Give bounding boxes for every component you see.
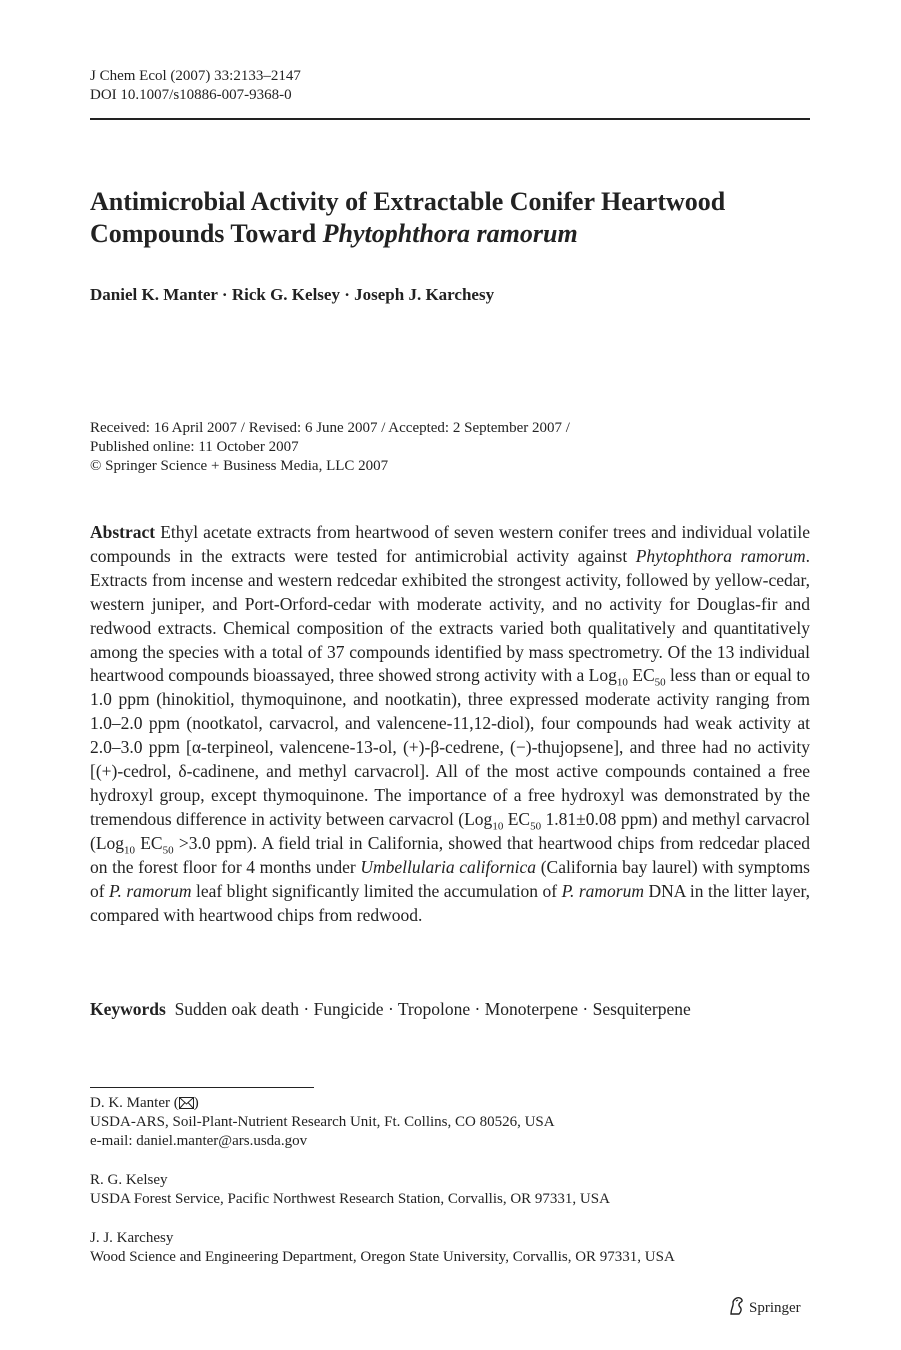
affiliation-name [90,1094,555,1113]
author-separator: · [217,285,232,304]
keywords: Keywords Sudden oak death · Fungicide · Tropolone · Monoterpene · Sesquiterpene [90,999,691,1019]
affiliation-institution: Wood Science and Engineering Department, Oregon State University, Corvallis, OR 97331, USA [90,1249,675,1265]
abstract-text: leaf blight significantly limited the accumulation of [191,880,562,901]
subscript: 50 [162,844,174,857]
author-2: Rick G. Kelsey [231,285,340,304]
abstract-text: 1.81±0.08 ppm) and methyl carvacrol (Log [90,808,810,853]
received-revised-accepted: Received: 16 April 2007 / Revised: 6 June 2007 / Accepted: 2 September 2007 / [90,420,570,436]
author-list [90,284,494,306]
copyright-notice: © Springer Science + Business Media, LLC 2007 [90,458,389,474]
abstract-text: . Extracts from incense and western redcedar exhibited the strongest activity, followed by yellow-cedar, western juniper, and Port-Orford-cedar with moderate activity, and no activity for Douglas-fir and redwood extracts. Chemical composition of the extracts varied both qualitatively and quantitatively among the species with a total of 37 compounds identified by mass spectrometry. Of the 13 individual heartwood compounds bioassayed, three showed strong activity with a Log [90,545,810,686]
author-name-end: ) [193,1095,199,1111]
abstract-text: (California bay laurel) with symptoms of [90,856,810,901]
title-line-1: Antimicrobial Activity of Extractable Conifer Heartwood [90,187,726,216]
abstract-text: EC [135,832,163,853]
subscript: 50 [654,676,666,689]
keyword: Tropolone [397,999,471,1019]
subscript: 50 [530,820,542,833]
abstract-text: >3.0 ppm). A field trial in California, showed that heartwood chips from redcedar placed on the forest floor for 4 months under [90,832,810,877]
subscript: 10 [616,676,628,689]
abstract-italic: Phytophthora ramorum [635,545,806,566]
author-name: D. K. Manter ( [90,1095,179,1111]
title-line-2 [90,218,810,250]
affiliation-name: J. J. Karchesy [90,1230,174,1246]
keyword: Sesquiterpene [592,999,691,1019]
article-title [90,186,810,250]
abstract-text: Ethyl acetate extracts from heartwood of seven western conifer trees and individual volatile compounds in the extracts were tested for antimicrobial activity against [90,522,810,566]
affiliation-email[interactable]: e-mail: daniel.manter@ars.usda.gov [90,1133,308,1149]
author-1: Daniel K. Manter [90,285,218,304]
affiliation-karchesy [90,1229,675,1267]
affiliation-institution: USDA-ARS, Soil-Plant-Nutrient Research Unit, Ft. Collins, CO 80526, USA [90,1114,555,1130]
keyword: Monoterpene [484,999,579,1019]
keyword: Sudden oak death [174,999,299,1019]
abstract-text: EC [627,665,655,686]
journal-citation: J Chem Ecol (2007) 33:2133–2147 [90,68,301,84]
title-species: Phytophthora ramorum [322,219,578,248]
journal-doi: DOI 10.1007/s10886-007-9368-0 [90,87,292,103]
abstract-text: EC [503,808,531,829]
abstract-text: DNA in the litter layer, compared with heartwood chips from redwood. [90,880,810,925]
abstract-italic: Umbellularia californica [360,856,537,877]
author-3: Joseph J. Karchesy [354,285,495,304]
footnote-rule [90,1087,314,1088]
header-rule [90,118,810,120]
abstract-italic: P. ramorum [561,880,645,901]
publication-dates [90,419,570,476]
author-separator: · [339,285,355,304]
affiliation-institution: USDA Forest Service, Pacific Northwest Research Station, Corvallis, OR 97331, USA [90,1191,610,1207]
keywords-heading: Keywords [90,999,166,1019]
journal-header [90,67,301,105]
title-line-2-text: Compounds Toward [90,219,323,248]
envelope-icon [179,1095,194,1111]
affiliation-kelsey [90,1171,610,1209]
publisher-name: Springer [749,1300,801,1316]
publisher-logo [728,1296,801,1318]
abstract [90,521,810,927]
keyword: Fungicide [313,999,384,1019]
subscript: 10 [492,820,504,833]
affiliation-manter [90,1094,555,1151]
abstract-heading: Abstract [90,522,156,542]
springer-horse-icon [728,1300,749,1316]
abstract-italic: P. ramorum [109,880,192,901]
subscript: 10 [124,844,136,857]
published-online: Published online: 11 October 2007 [90,439,299,455]
affiliation-name: R. G. Kelsey [90,1172,168,1188]
abstract-text: less than or equal to 1.0 ppm (hinokitiol, thymoquinone, and nootkatin), three expressed moderate activity ranging from 1.0–2.0 ppm (nootkatol, carvacrol, and valencene-11,12-diol), four compounds had weak activity at 2.0–3.0 ppm [α-terpineol, valencene-13-ol, (+)-β-cedrene, (−)-thujopsene], and three had no activity [(+)-cedrol, δ-cadinene, and methyl carvacrol]. All of the most active compounds contained a free hydroxyl group, except thymoquinone. The importance of a free hydroxyl was demonstrated by the tremendous difference in activity between carvacrol (Log [90,665,810,829]
